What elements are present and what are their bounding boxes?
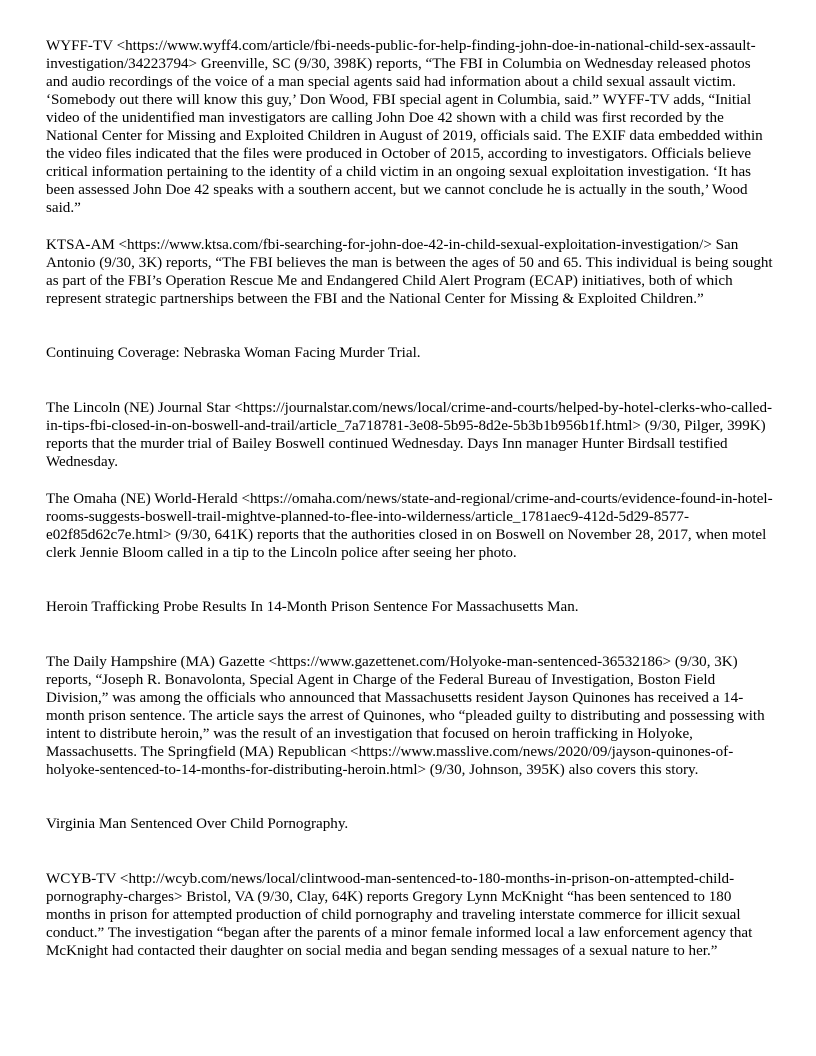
section-heading-heroin-trafficking: Heroin Trafficking Probe Results In 14-Month Prison Sentence For Massachusetts Man. <box>46 599 579 615</box>
news-brief-page <box>46 37 774 979</box>
story-wcyb-mcknight: WCYB-TV <http://wcyb.com/news/local/clintwood-man-sentenced-to-180-months-in-prison-on-attempted-child-pornography-charges> Bristol, VA (9/30, Clay, 64K) reports Gregory Lynn McKnight “has been sentenced to 180 months in prison for attempted production of child pornography and traveling interstate commerce for illicit sexual conduct.” The investigation “began after the parents of a minor female informed local a law enforcement agency that McKnight had contacted their daughter on social media and began sending messages of a sexual nature to her.” <box>46 871 753 959</box>
section-heading-nebraska-murder-trial: Continuing Coverage: Nebraska Woman Facing Murder Trial. <box>46 345 421 361</box>
story-wyff-john-doe-42: WYFF-TV <https://www.wyff4.com/article/fbi-needs-public-for-help-finding-john-doe-in-national-child-sex-assault-investigation/34223794> Greenville, SC (9/30, 398K) reports, “The FBI in Columbia on Wednesday released photos and audio recordings of the voice of a man special agents said had information about a child sexual assault victim. ‘Somebody out there will know this guy,’ Don Wood, FBI special agent in Columbia, said.” WYFF-TV adds, “Initial video of the unidentified man investigators are calling John Doe 42 shown with a child was first recorded by the National Center for Missing and Exploited Children in August of 2019, officials said. The EXIF data embedded within the video files indicated that the files were produced in October of 2015, according to investigators. Officials believe critical information pertaining to the identity of a child victim in an ongoing sexual exploitation investigation. ‘It has been assessed John Doe 42 speaks with a southern accent, but we cannot conclude he is actually in the south,’ Wood said.” <box>46 38 763 216</box>
story-daily-hampshire-gazette: The Daily Hampshire (MA) Gazette <https://www.gazettenet.com/Holyoke-man-sentenced-36532186> (9/30, 3K) reports, “Joseph R. Bonavolonta, Special Agent in Charge of the Federal Bureau of Investigation, Boston Field Division,” was among the officials who announced that Massachusetts resident Jayson Quinones has received a 14-month prison sentence. The article says the arrest of Quinones, who “pleaded guilty to distributing and possessing with intent to distribute heroin,” was the result of an investigation that focused on heroin trafficking in Holyoke, Massachusetts. The Springfield (MA) Republican <https://www.masslive.com/news/2020/09/jayson-quinones-of-holyoke-sentenced-to-14-months-for-distributing-heroin.html> (9/30, Johnson, 395K) also covers this story. <box>46 654 765 778</box>
story-lincoln-journal-star: The Lincoln (NE) Journal Star <https://journalstar.com/news/local/crime-and-courts/helped-by-hotel-clerks-who-called-in-tips-fbi-closed-in-on-boswell-and-trail/article_7a718781-3e08-5b95-8d2e-5b3b1b956b1f.html> (9/30, Pilger, 399K) reports that the murder trial of Bailey Boswell continued Wednesday. Days Inn manager Hunter Birdsall testified Wednesday. <box>46 400 773 470</box>
story-omaha-world-herald: The Omaha (NE) World-Herald <https://omaha.com/news/state-and-regional/crime-and-courts/evidence-found-in-hotel-rooms-suggests-boswell-trail-mightve-planned-to-flee-into-wilderness/article_1781aec9-412d-5d29-8577-e02f85d62c7e.html> (9/30, 641K) reports that the authorities closed in on Boswell on November 28, 2017, when motel clerk Jennie Bloom called in a tip to the Lincoln police after seeing her photo. <box>46 491 773 561</box>
section-heading-virginia-child-pornography: Virginia Man Sentenced Over Child Pornography. <box>46 816 349 832</box>
story-ktsa-john-doe-42: KTSA-AM <https://www.ktsa.com/fbi-searching-for-john-doe-42-in-child-sexual-exploitation-investigation/> San Antonio (9/30, 3K) reports, “The FBI believes the man is between the ages of 50 and 65. This individual is being sought as part of the FBI’s Operation Rescue Me and Endangered Child Alert Program (ECAP) initiatives, both of which represent strategic partnerships between the FBI and the National Center for Missing & Exploited Children.” <box>46 237 773 307</box>
